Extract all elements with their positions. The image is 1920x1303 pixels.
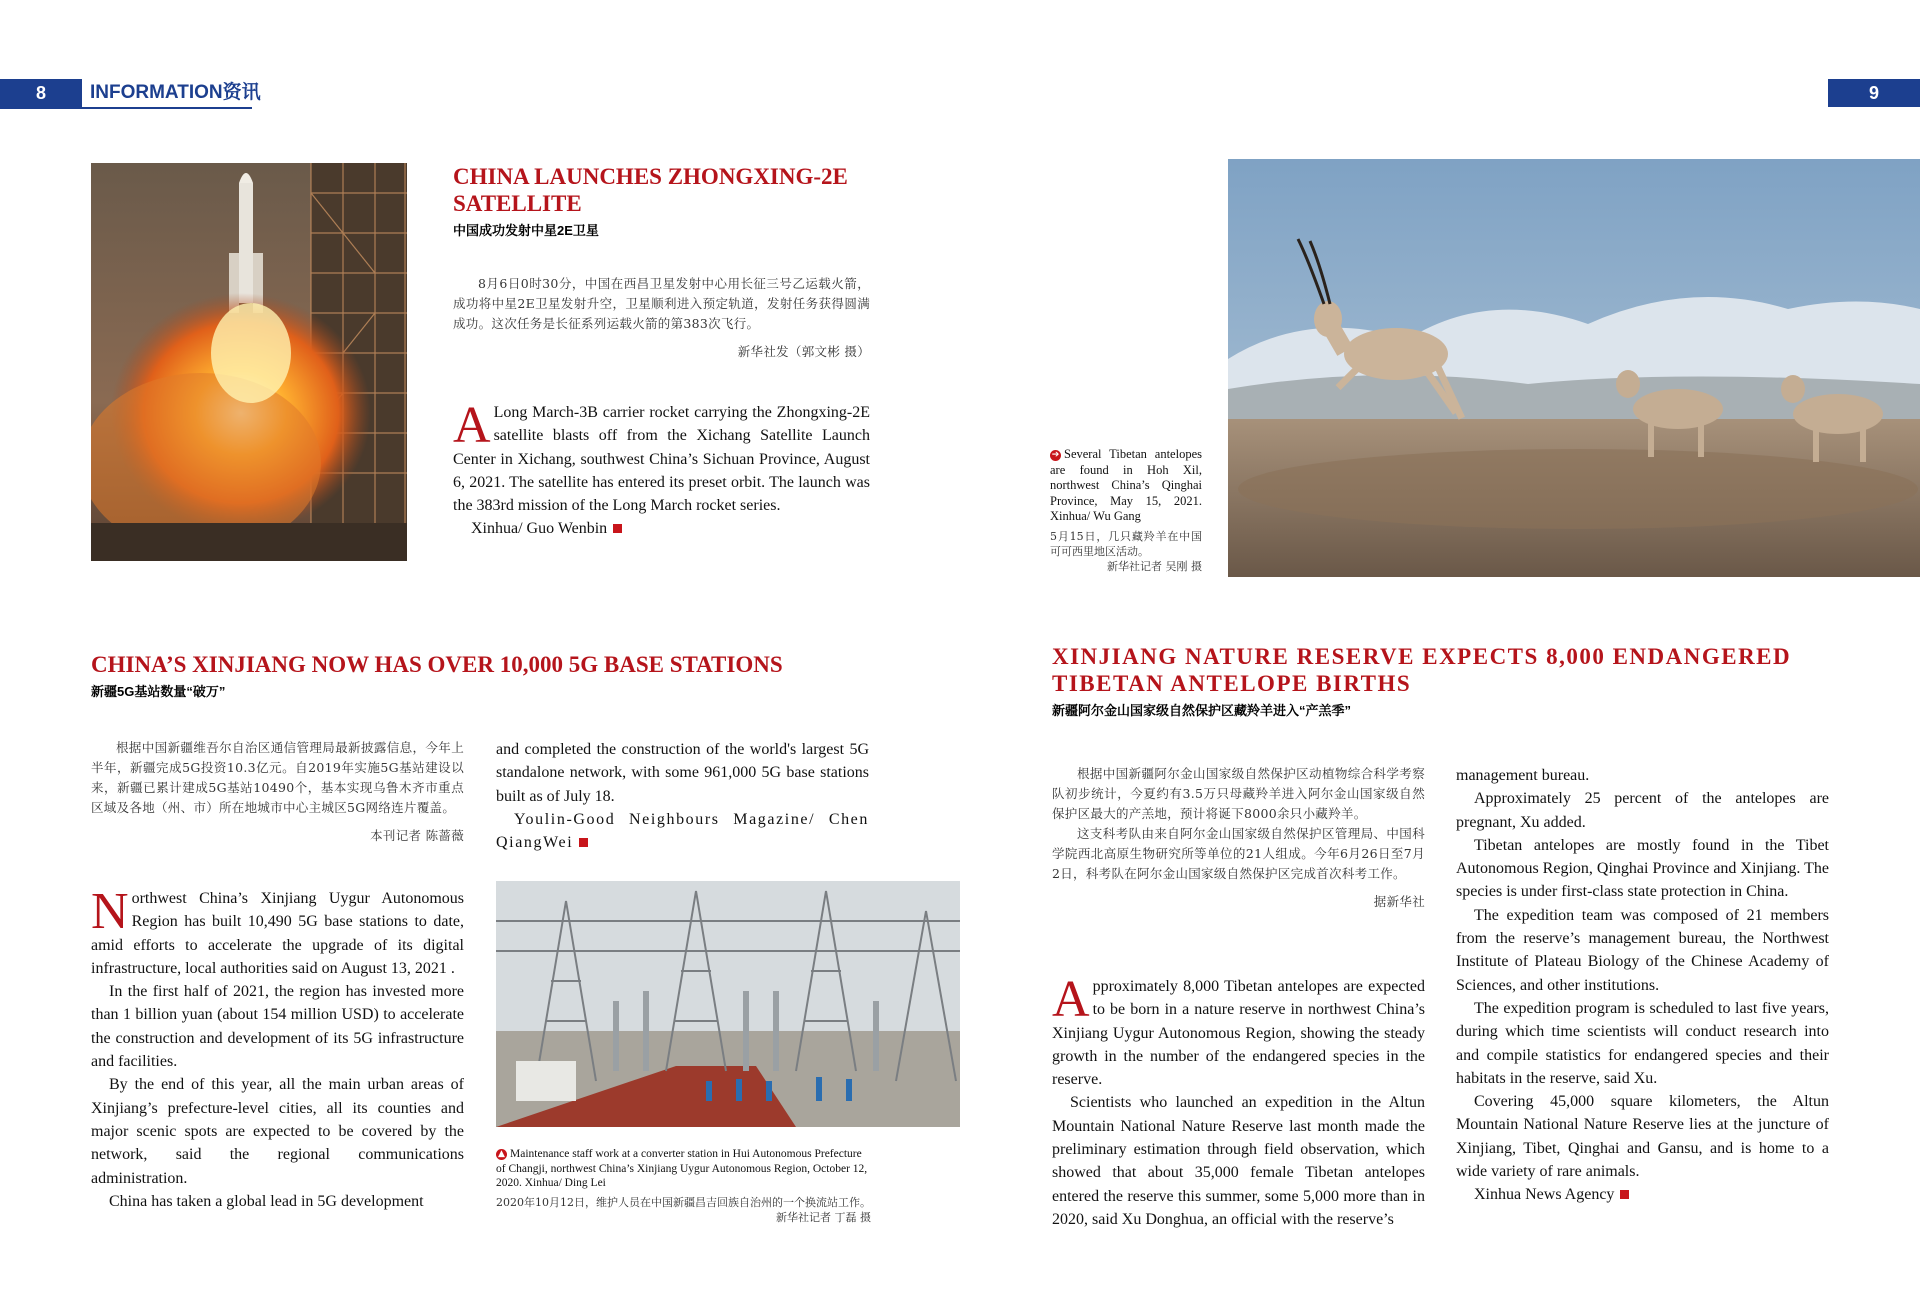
article2-zh-body — [91, 738, 464, 846]
left-page-number: 8 — [0, 79, 82, 107]
right-page-number: 9 — [1828, 79, 1920, 107]
article2-paragraph-5: and completed the construction of the world's largest 5G standalone network, with some 961,000 5G base stations built as of July 18. — [496, 741, 869, 805]
article3-zh-paragraph-2: 这支科考队由来自阿尔金山国家级自然保护区管理局、中国科学院西北高原生物研究所等单位的21人组成。今年6月26日至7月2日，科考队在阿尔金山国家级自然保护区完成首次科考工作。 — [1052, 826, 1425, 881]
article3-paragraph-4: Approximately 25 percent of the antelopes are pregnant, Xu added. — [1456, 790, 1829, 831]
article3-col2 — [1456, 764, 1829, 1207]
rocket-launch-photo — [91, 163, 407, 561]
article1-en-paragraph: Long March-3B carrier rocket carrying the Zhongxing-2E satellite blasts off from the Xichang Satellite Launch Center in Xichang, southwest China’s Sichuan Province, August 6, 2021. The satellite has entered its preset orbit. The launch was the 383rd mission of the Long March rocket series. — [453, 404, 870, 515]
tibetan-antelope-photo — [1228, 159, 1920, 577]
header-rule — [0, 107, 252, 109]
end-mark — [579, 838, 588, 847]
antelope-caption — [1050, 447, 1202, 574]
end-mark — [1620, 1190, 1629, 1199]
article3-paragraph-6: The expedition team was composed of 21 members from the reserve’s management bureau, the Northwest Institute of Plateau Biology of the Chinese Academy of Sciences, and other institutions. — [1456, 906, 1829, 994]
antelope-caption-en: Several Tibetan antelopes are found in Hoh Xil, northwest China’s Qinghai Province, May 15, 2021. Xinhua/ Wu Gang — [1050, 447, 1202, 523]
drop-cap: N — [91, 883, 129, 940]
article2-title: CHINA’S XINJIANG NOW HAS OVER 10,000 5G BASE STATIONS — [91, 652, 783, 677]
converter-station-photo — [496, 881, 960, 1127]
section-label: INFORMATION资讯 — [90, 82, 261, 103]
drop-cap: A — [453, 397, 491, 454]
article2-zh-credit: 本刊记者 陈蔷薇 — [370, 828, 464, 843]
converter-caption — [496, 1147, 871, 1225]
article1-subtitle: 中国成功发射中星2E卫星 — [453, 223, 599, 238]
article3-zh-credit: 据新华社 — [1373, 894, 1425, 909]
arrow-right-icon: ➔ — [1051, 449, 1060, 460]
article3-col1 — [1052, 971, 1425, 1231]
converter-caption-zh: 2020年10月12日，维护人员在中国新疆昌吉回族自治州的一个换流站工作。 — [496, 1195, 871, 1209]
article3-paragraph-5: Tibetan antelopes are mostly found in the Tibet Autonomous Region, Qinghai Province and Xinjiang. The species is under first-class state protection in China. — [1456, 836, 1829, 901]
article3-zh-paragraph-1: 根据中国新疆阿尔金山国家级自然保护区动植物综合科学考察队初步统计，今夏约有3.5万只母藏羚羊进入阿尔金山国家级自然保护区最大的产羔地，预计将诞下8000余只小藏羚羊。 — [1052, 766, 1425, 821]
article1-credit: Xinhua/ Guo Wenbin — [471, 520, 608, 538]
article3-title: XINJIANG NATURE RESERVE EXPECTS 8,000 ENDANGERED TIBETAN ANTELOPE BIRTHS — [1052, 644, 1792, 696]
converter-caption-zh-credit: 新华社记者 丁磊 摄 — [776, 1210, 871, 1224]
article1-en-body — [453, 397, 870, 541]
arrow-up-icon: ▲ — [496, 1149, 507, 1160]
article1-zh-credit: 新华社发（郭文彬 摄） — [737, 344, 870, 359]
article2-paragraph-4: China has taken a global lead in 5G development — [109, 1192, 424, 1210]
antelope-caption-zh-credit: 新华社记者 吴刚 摄 — [1107, 559, 1202, 573]
article2-subtitle: 新疆5G基站数量“破万” — [91, 684, 226, 699]
converter-caption-en: Maintenance staff work at a converter station in Hui Autonomous Prefecture of Changji, northwest China’s Xinjiang Uygur Autonomous Region, October 12, 2020. Xinhua/ Ding Lei — [496, 1148, 868, 1189]
article3-subtitle: 新疆阿尔金山国家级自然保护区藏羚羊进入“产羔季” — [1052, 703, 1352, 718]
article3-paragraph-2: Scientists who launched an expedition in the Altun Mountain National Nature Reserve last month made the preliminary estimation through field observation, which showed that about 35,000 female Tibetan antelopes entered the reserve this summer, some 5,000 more than in 2020, said Xu Donghua, an official with the reserve’s — [1052, 1094, 1425, 1228]
article2-col1 — [91, 883, 464, 1213]
article2-paragraph-3: By the end of this year, all the main urban areas of Xinjiang’s prefecture-level cities, all its counties and major scenic spots are expected to be covered by the network, said the regional communications administration. — [91, 1076, 464, 1187]
article2-credit: Youlin-Good Neighbours Magazine/ Chen QiangWei — [496, 810, 869, 852]
article2-paragraph-2: In the first half of 2021, the region has invested more than 1 billion yuan (about 154 million USD) to accelerate the construction and development of its 5G infrastructure and facilities. — [91, 983, 464, 1071]
article3-paragraph-7: The expedition program is scheduled to last five years, during which time scientists will conduct research into and compile statistics for endangered species and their habitats in the reserve, said Xu. — [1456, 999, 1829, 1087]
article2-paragraph-1: orthwest China’s Xinjiang Uygur Autonomous Region has built 10,490 5G base stations to date, amid efforts to accelerate the upgrade of its digital infrastructure, local authorities said on August 13, 2021 . — [91, 890, 464, 977]
antelope-caption-zh: 5月15日，几只藏羚羊在中国可可西里地区活动。 — [1050, 529, 1202, 558]
article3-paragraph-3: management bureau. — [1456, 767, 1590, 784]
drop-cap: A — [1052, 971, 1090, 1028]
article3-paragraph-1: pproximately 8,000 Tibetan antelopes are expected to be born in a nature reserve in northwest China’s Xinjiang Uygur Autonomous Region, showing the steady growth in the number of the endangered species in the reserve. — [1052, 978, 1425, 1089]
end-mark — [613, 524, 622, 533]
article2-col2 — [496, 738, 869, 854]
article2-zh-paragraph: 根据中国新疆维吾尔自治区通信管理局最新披露信息，今年上半年，新疆完成5G投资10.3亿元。自2019年实施5G基站建设以来，新疆已累计建成5G基站10490个，基本实现乌鲁木齐市重点区域及各地（州、市）所在地城市中心主城区5G网络连片覆盖。 — [91, 740, 464, 815]
article3-zh-body — [1052, 764, 1425, 912]
article1-zh-paragraph: 8月6日0时30分，中国在西昌卫星发射中心用长征三号乙运载火箭，成功将中星2E卫星发射升空，卫星顺利进入预定轨道，发射任务获得圆满成功。这次任务是长征系列运载火箭的第383次飞行。 — [453, 276, 870, 331]
article1-title: CHINA LAUNCHES ZHONGXING-2E SATELLITE — [453, 164, 848, 216]
article3-paragraph-8: Covering 45,000 square kilometers, the Altun Mountain National Nature Reserve lies at the juncture of Xinjiang, Tibet, Qinghai and Gansu, and is home to a wide variety of rare animals. — [1456, 1093, 1829, 1181]
article3-credit: Xinhua News Agency — [1474, 1186, 1615, 1204]
article1-zh-body — [453, 274, 870, 362]
